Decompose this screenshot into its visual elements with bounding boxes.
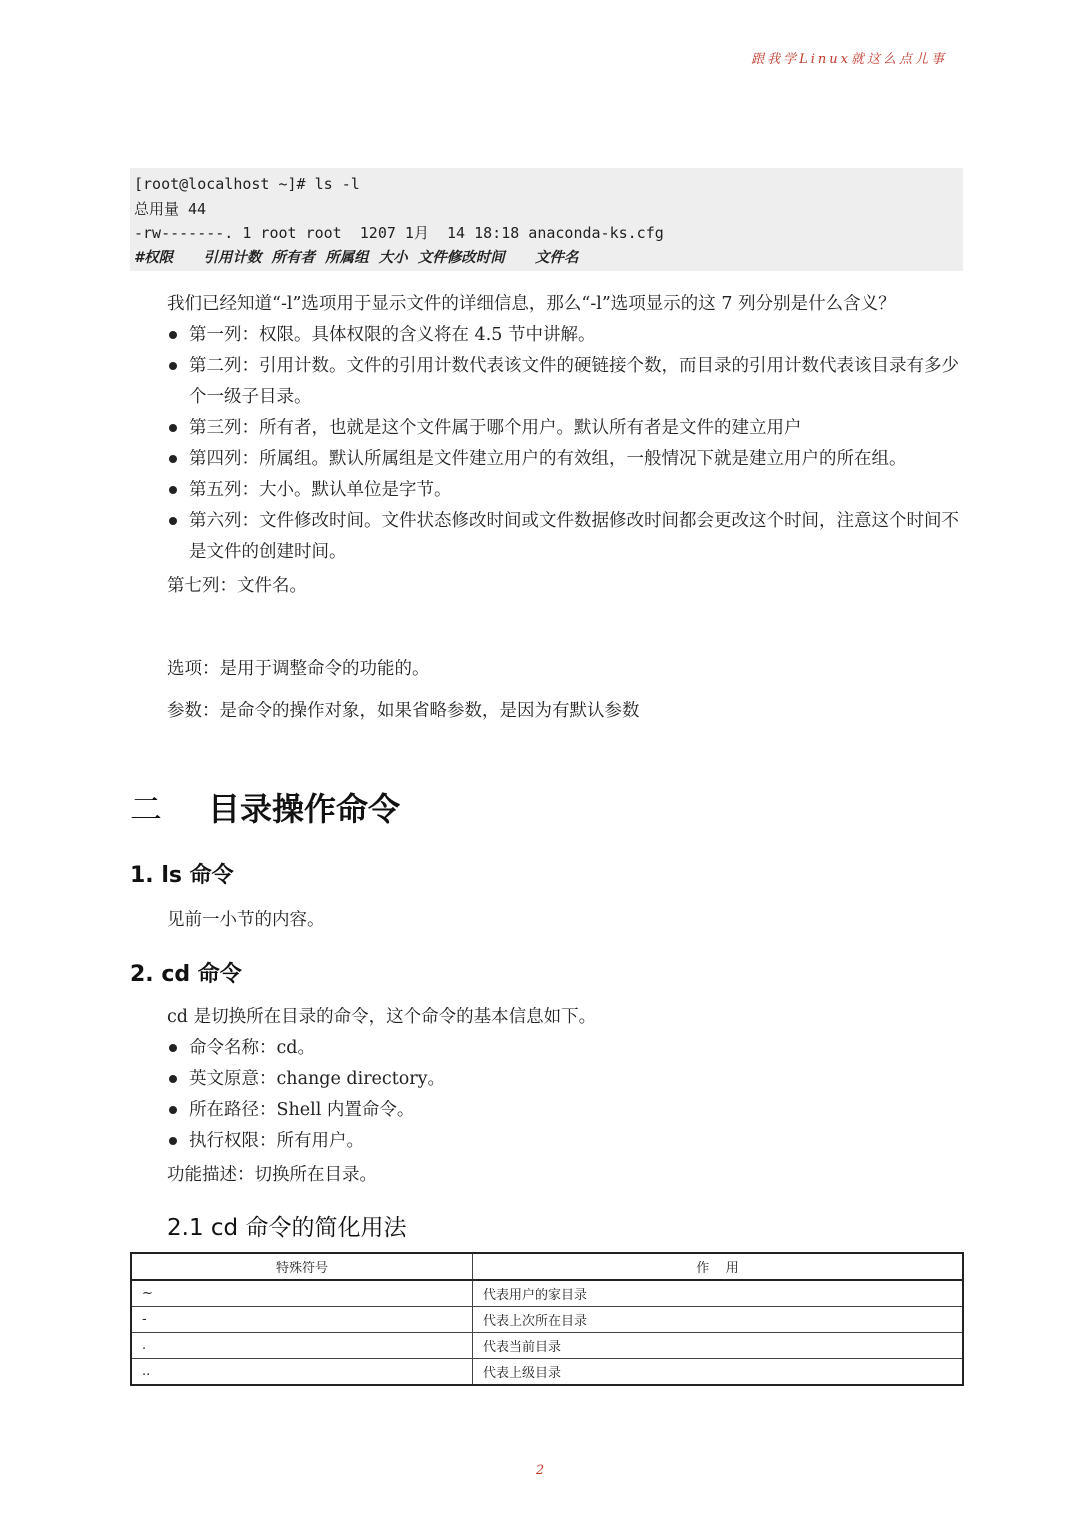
section-heading xyxy=(130,784,400,830)
column-seven-paragraph: 第七列：文件名。 xyxy=(167,576,307,596)
table-cell: .. xyxy=(131,1359,473,1386)
table-row xyxy=(131,1280,963,1307)
code-line: 总用量 44 xyxy=(134,199,207,218)
table-cell: . xyxy=(131,1333,473,1359)
table-header-row xyxy=(131,1253,963,1280)
list-item: 第一列：权限。具体权限的含义将在 4.5 节中讲解。 xyxy=(167,320,967,351)
code-line: [root@localhost ~]# ls -l xyxy=(134,175,360,193)
code-line-legend: #权限 引用计数 所有者 所属组 大小 文件修改时间 文件名 xyxy=(134,249,579,266)
table-header-cell: 特殊符号 xyxy=(131,1253,473,1280)
columns-list xyxy=(167,320,967,568)
table-header-cell: 作 用 xyxy=(473,1253,964,1280)
list-item: 执行权限：所有用户。 xyxy=(167,1126,967,1157)
table-cell: 代表上级目录 xyxy=(473,1359,964,1386)
param-note: 参数：是命令的操作对象，如果省略参数，是因为有默认参数 xyxy=(167,701,640,721)
cd-heading: 2. cd 命令 xyxy=(130,962,242,987)
page-header: 跟我学Linux就这么点儿事 xyxy=(751,52,947,67)
list-item: 命令名称：cd。 xyxy=(167,1033,967,1064)
page-number: 2 xyxy=(535,1463,545,1478)
cd-info xyxy=(167,1002,967,1191)
section-title: 目录操作命令 xyxy=(208,790,401,828)
list-item: 第二列：引用计数。文件的引用计数代表该文件的硬链接个数，而目录的引用计数代表该目录有多少个一级子目录。 xyxy=(167,351,967,413)
table-row xyxy=(131,1307,963,1333)
code-line: -rw-------. 1 root root 1207 1月 14 18:18 anaconda-ks.cfg xyxy=(134,224,664,242)
list-item: 第五列：大小。默认单位是字节。 xyxy=(167,475,967,506)
table-cell: 代表上次所在目录 xyxy=(473,1307,964,1333)
option-note: 选项：是用于调整命令的功能的。 xyxy=(167,659,430,679)
list-item: 第六列：文件修改时间。文件状态修改时间或文件数据修改时间都会更改这个时间，注意这个时间不是文件的创建时间。 xyxy=(167,506,967,568)
list-item: 第四列：所属组。默认所属组是文件建立用户的有效组，一般情况下就是建立用户的所在组。 xyxy=(167,444,967,475)
intro-paragraph: 我们已经知道“-l”选项用于显示文件的详细信息，那么“-l”选项显示的这 7 列分别是什么含义？ xyxy=(167,294,896,314)
cd-sub-heading: 2.1 cd 命令的简化用法 xyxy=(167,1215,407,1241)
table-cell: ~ xyxy=(131,1280,473,1307)
code-block xyxy=(130,168,963,271)
cd-intro: cd 是切换所在目录的命令，这个命令的基本信息如下。 xyxy=(167,1007,597,1027)
list-item: 英文原意：change directory。 xyxy=(167,1064,967,1095)
special-symbols-table xyxy=(130,1252,964,1386)
table-row xyxy=(131,1333,963,1359)
ls-heading: 1. ls 命令 xyxy=(130,863,234,888)
cd-function: 功能描述：切换所在目录。 xyxy=(167,1165,377,1185)
columns-explanation xyxy=(167,289,967,602)
section-number: 二 xyxy=(130,790,163,828)
table-cell: 代表用户的家目录 xyxy=(473,1280,964,1307)
list-item: 所在路径：Shell 内置命令。 xyxy=(167,1095,967,1126)
ls-text: 见前一小节的内容。 xyxy=(167,910,325,930)
table-cell: - xyxy=(131,1307,473,1333)
list-item: 第三列：所有者，也就是这个文件属于哪个用户。默认所有者是文件的建立用户 xyxy=(167,413,967,444)
cd-info-list xyxy=(167,1033,967,1157)
table-cell: 代表当前目录 xyxy=(473,1333,964,1359)
table-row xyxy=(131,1359,963,1386)
